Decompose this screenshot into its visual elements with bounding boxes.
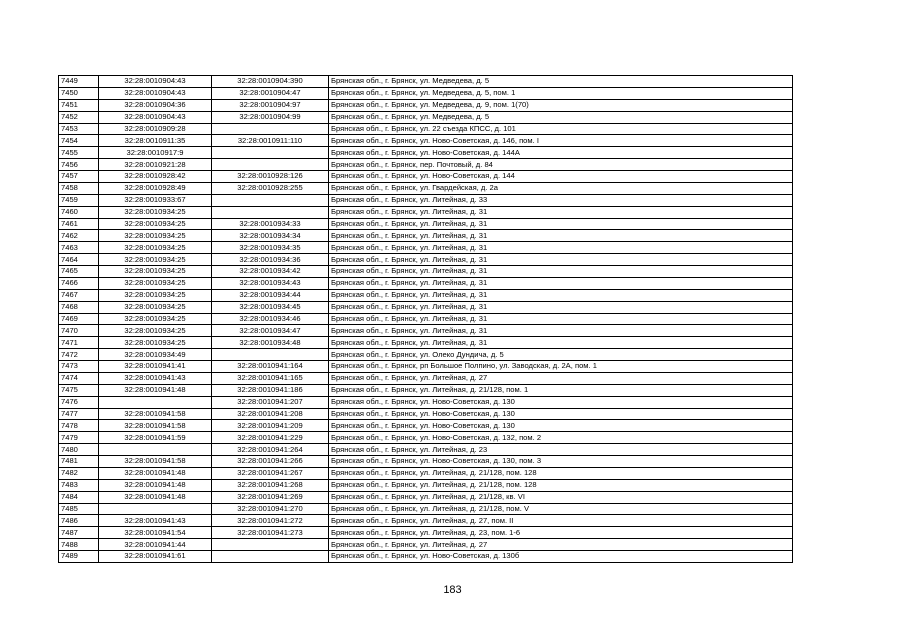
row-number-cell: 7483 — [59, 479, 99, 491]
parcel-number-cell: 32:28:0010904:43 — [99, 111, 212, 123]
row-number-cell: 7456 — [59, 159, 99, 171]
parcel-number-cell: 32:28:0010934:25 — [99, 230, 212, 242]
address-cell: Брянская обл., г. Брянск, ул. Литейная, д. 27, пом. II — [329, 515, 793, 527]
table-row — [59, 147, 793, 159]
object-number-cell: 32:28:0010941:229 — [212, 432, 329, 444]
object-number-cell — [212, 159, 329, 171]
row-number-cell: 7482 — [59, 467, 99, 479]
row-number-cell: 7489 — [59, 551, 99, 563]
table-row — [59, 349, 793, 361]
row-number-cell: 7464 — [59, 254, 99, 266]
object-number-cell — [212, 349, 329, 361]
object-number-cell — [212, 539, 329, 551]
table-row — [59, 242, 793, 254]
address-cell: Брянская обл., г. Брянск, ул. Литейная, д. 31 — [329, 230, 793, 242]
table-row — [59, 432, 793, 444]
address-cell: Брянская обл., г. Брянск, ул. Медведева, д. 9, пом. 1(70) — [329, 99, 793, 111]
parcel-number-cell: 32:28:0010941:58 — [99, 420, 212, 432]
table-row — [59, 408, 793, 420]
object-number-cell — [212, 123, 329, 135]
address-cell: Брянская обл., г. Брянск, ул. Гвардейская, д. 2а — [329, 182, 793, 194]
address-cell: Брянская обл., г. Брянск, ул. Литейная, д. 23 — [329, 444, 793, 456]
address-cell: Брянская обл., г. Брянск, ул. Литейная, д. 21/128, кв. VI — [329, 491, 793, 503]
object-number-cell: 32:28:0010941:186 — [212, 384, 329, 396]
row-number-cell: 7474 — [59, 372, 99, 384]
parcel-number-cell: 32:28:0010921:28 — [99, 159, 212, 171]
table-row — [59, 313, 793, 325]
object-number-cell: 32:28:0010941:269 — [212, 491, 329, 503]
row-number-cell: 7450 — [59, 87, 99, 99]
parcel-number-cell: 32:28:0010934:25 — [99, 301, 212, 313]
row-number-cell: 7468 — [59, 301, 99, 313]
address-cell: Брянская обл., г. Брянск, ул. Ново-Советская, д. 130б — [329, 551, 793, 563]
table-row — [59, 87, 793, 99]
row-number-cell: 7470 — [59, 325, 99, 337]
address-cell: Брянская обл., г. Брянск, ул. Ново-Советская, д. 130 — [329, 420, 793, 432]
address-cell: Брянская обл., г. Брянск, ул. Литейная, д. 31 — [329, 277, 793, 289]
row-number-cell: 7473 — [59, 361, 99, 373]
object-number-cell — [212, 194, 329, 206]
table-row — [59, 551, 793, 563]
table-row — [59, 444, 793, 456]
row-number-cell: 7488 — [59, 539, 99, 551]
object-number-cell: 32:28:0010934:48 — [212, 337, 329, 349]
row-number-cell: 7465 — [59, 266, 99, 278]
object-number-cell: 32:28:0010941:264 — [212, 444, 329, 456]
object-number-cell: 32:28:0010934:46 — [212, 313, 329, 325]
row-number-cell: 7449 — [59, 76, 99, 88]
parcel-number-cell: 32:28:0010934:25 — [99, 337, 212, 349]
object-number-cell: 32:28:0010941:267 — [212, 467, 329, 479]
row-number-cell: 7459 — [59, 194, 99, 206]
row-number-cell: 7466 — [59, 277, 99, 289]
address-cell: Брянская обл., г. Брянск, ул. Литейная, д. 31 — [329, 218, 793, 230]
parcel-number-cell: 32:28:0010941:54 — [99, 527, 212, 539]
parcel-number-cell: 32:28:0010928:42 — [99, 171, 212, 183]
table-row — [59, 479, 793, 491]
parcel-number-cell: 32:28:0010934:25 — [99, 325, 212, 337]
row-number-cell: 7461 — [59, 218, 99, 230]
row-number-cell: 7475 — [59, 384, 99, 396]
parcel-number-cell: 32:28:0010941:61 — [99, 551, 212, 563]
parcel-number-cell: 32:28:0010934:25 — [99, 266, 212, 278]
table-row — [59, 539, 793, 551]
address-cell: Брянская обл., г. Брянск, ул. Литейная, д. 27 — [329, 372, 793, 384]
table-row — [59, 171, 793, 183]
table-row — [59, 467, 793, 479]
object-number-cell: 32:28:0010941:272 — [212, 515, 329, 527]
parcel-number-cell: 32:28:0010904:43 — [99, 87, 212, 99]
address-cell: Брянская обл., г. Брянск, рп Большое Полпино, ул. Заводская, д. 2А, пом. 1 — [329, 361, 793, 373]
parcel-number-cell: 32:28:0010941:41 — [99, 361, 212, 373]
address-cell: Брянская обл., г. Брянск, ул. Ново-Советская, д. 130, пом. 3 — [329, 456, 793, 468]
object-number-cell: 32:28:0010928:126 — [212, 171, 329, 183]
parcel-number-cell: 32:28:0010934:25 — [99, 254, 212, 266]
object-number-cell: 32:28:0010934:36 — [212, 254, 329, 266]
parcel-number-cell: 32:28:0010934:25 — [99, 313, 212, 325]
table-row — [59, 123, 793, 135]
table-row — [59, 194, 793, 206]
table-row — [59, 491, 793, 503]
address-cell: Брянская обл., г. Брянск, ул. Литейная, д. 31 — [329, 242, 793, 254]
object-number-cell: 32:28:0010941:207 — [212, 396, 329, 408]
address-cell: Брянская обл., г. Брянск, ул. Ново-Советская, д. 144 — [329, 171, 793, 183]
table-row — [59, 230, 793, 242]
row-number-cell: 7485 — [59, 503, 99, 515]
table-row — [59, 159, 793, 171]
parcel-number-cell: 32:28:0010934:25 — [99, 242, 212, 254]
parcel-number-cell: 32:28:0010941:44 — [99, 539, 212, 551]
parcel-number-cell: 32:28:0010941:43 — [99, 372, 212, 384]
address-cell: Брянская обл., г. Брянск, ул. Ново-Советская, д. 130 — [329, 396, 793, 408]
row-number-cell: 7469 — [59, 313, 99, 325]
parcel-number-cell: 32:28:0010904:36 — [99, 99, 212, 111]
object-number-cell — [212, 206, 329, 218]
object-number-cell: 32:28:0010934:33 — [212, 218, 329, 230]
parcel-number-cell: 32:28:0010904:43 — [99, 76, 212, 88]
address-cell: Брянская обл., г. Брянск, ул. Ново-Советская, д. 146, пом. I — [329, 135, 793, 147]
row-number-cell: 7458 — [59, 182, 99, 194]
table-row — [59, 396, 793, 408]
parcel-number-cell: 32:28:0010941:48 — [99, 384, 212, 396]
row-number-cell: 7462 — [59, 230, 99, 242]
parcel-number-cell — [99, 503, 212, 515]
object-number-cell: 32:28:0010904:390 — [212, 76, 329, 88]
address-cell: Брянская обл., г. Брянск, ул. Литейная, д. 21/128, пом. V — [329, 503, 793, 515]
table-row — [59, 420, 793, 432]
row-number-cell: 7451 — [59, 99, 99, 111]
parcel-number-cell: 32:28:0010911:35 — [99, 135, 212, 147]
table-row — [59, 384, 793, 396]
parcel-number-cell: 32:28:0010941:48 — [99, 479, 212, 491]
object-number-cell — [212, 147, 329, 159]
parcel-number-cell: 32:28:0010941:43 — [99, 515, 212, 527]
row-number-cell: 7476 — [59, 396, 99, 408]
object-number-cell: 32:28:0010941:268 — [212, 479, 329, 491]
address-cell: Брянская обл., г. Брянск, ул. Литейная, д. 33 — [329, 194, 793, 206]
address-cell: Брянская обл., г. Брянск, ул. Медведева, д. 5 — [329, 111, 793, 123]
address-cell: Брянская обл., г. Брянск, ул. Литейная, д. 23, пом. 1-6 — [329, 527, 793, 539]
page-number: 183 — [443, 584, 462, 596]
table-row — [59, 456, 793, 468]
address-cell: Брянская обл., г. Брянск, ул. Медведева, д. 5, пом. 1 — [329, 87, 793, 99]
table-row — [59, 111, 793, 123]
row-number-cell: 7460 — [59, 206, 99, 218]
address-cell: Брянская обл., г. Брянск, ул. Литейная, д. 21/128, пом. 1 — [329, 384, 793, 396]
parcel-number-cell: 32:28:0010933:67 — [99, 194, 212, 206]
object-number-cell: 32:28:0010941:165 — [212, 372, 329, 384]
object-number-cell: 32:28:0010934:43 — [212, 277, 329, 289]
table-row — [59, 277, 793, 289]
parcel-number-cell: 32:28:0010941:58 — [99, 456, 212, 468]
table-row — [59, 218, 793, 230]
table-row — [59, 289, 793, 301]
table-row — [59, 206, 793, 218]
table-row — [59, 503, 793, 515]
object-number-cell: 32:28:0010941:270 — [212, 503, 329, 515]
object-number-cell: 32:28:0010934:42 — [212, 266, 329, 278]
parcel-number-cell: 32:28:0010941:48 — [99, 491, 212, 503]
table-row — [59, 135, 793, 147]
table-row — [59, 325, 793, 337]
object-number-cell: 32:28:0010934:34 — [212, 230, 329, 242]
row-number-cell: 7457 — [59, 171, 99, 183]
address-cell: Брянская обл., г. Брянск, ул. Литейная, д. 27 — [329, 539, 793, 551]
object-number-cell: 32:28:0010934:45 — [212, 301, 329, 313]
object-number-cell — [212, 551, 329, 563]
parcel-number-cell: 32:28:0010941:59 — [99, 432, 212, 444]
row-number-cell: 7484 — [59, 491, 99, 503]
parcel-number-cell: 32:28:0010941:48 — [99, 467, 212, 479]
parcel-number-cell: 32:28:0010941:58 — [99, 408, 212, 420]
address-cell: Брянская обл., г. Брянск, пер. Почтовый, д. 84 — [329, 159, 793, 171]
table-row — [59, 182, 793, 194]
row-number-cell: 7452 — [59, 111, 99, 123]
row-number-cell: 7487 — [59, 527, 99, 539]
table-row — [59, 266, 793, 278]
table-row — [59, 372, 793, 384]
object-number-cell: 32:28:0010941:208 — [212, 408, 329, 420]
row-number-cell: 7481 — [59, 456, 99, 468]
row-number-cell: 7455 — [59, 147, 99, 159]
table-row — [59, 361, 793, 373]
address-cell: Брянская обл., г. Брянск, ул. Литейная, д. 21/128, пом. 128 — [329, 467, 793, 479]
address-cell: Брянская обл., г. Брянск, ул. Литейная, д. 31 — [329, 206, 793, 218]
row-number-cell: 7480 — [59, 444, 99, 456]
table-row — [59, 254, 793, 266]
object-number-cell: 32:28:0010904:99 — [212, 111, 329, 123]
object-number-cell: 32:28:0010928:255 — [212, 182, 329, 194]
address-cell: Брянская обл., г. Брянск, ул. Медведева, д. 5 — [329, 76, 793, 88]
registry-table-body — [59, 76, 793, 563]
address-cell: Брянская обл., г. Брянск, ул. Литейная, д. 31 — [329, 254, 793, 266]
parcel-number-cell — [99, 396, 212, 408]
parcel-number-cell: 32:28:0010934:49 — [99, 349, 212, 361]
parcel-number-cell: 32:28:0010934:25 — [99, 218, 212, 230]
parcel-number-cell — [99, 444, 212, 456]
row-number-cell: 7472 — [59, 349, 99, 361]
address-cell: Брянская обл., г. Брянск, ул. Ново-Советская, д. 132, пом. 2 — [329, 432, 793, 444]
address-cell: Брянская обл., г. Брянск, ул. Литейная, д. 31 — [329, 289, 793, 301]
object-number-cell: 32:28:0010941:164 — [212, 361, 329, 373]
object-number-cell: 32:28:0010941:209 — [212, 420, 329, 432]
address-cell: Брянская обл., г. Брянск, ул. Олеко Дундича, д. 5 — [329, 349, 793, 361]
address-cell: Брянская обл., г. Брянск, ул. Литейная, д. 21/128, пом. 128 — [329, 479, 793, 491]
address-cell: Брянская обл., г. Брянск, ул. Литейная, д. 31 — [329, 266, 793, 278]
row-number-cell: 7479 — [59, 432, 99, 444]
row-number-cell: 7477 — [59, 408, 99, 420]
address-cell: Брянская обл., г. Брянск, ул. Ново-Советская, д. 130 — [329, 408, 793, 420]
row-number-cell: 7453 — [59, 123, 99, 135]
table-row — [59, 527, 793, 539]
row-number-cell: 7463 — [59, 242, 99, 254]
row-number-cell: 7471 — [59, 337, 99, 349]
table-row — [59, 301, 793, 313]
row-number-cell: 7454 — [59, 135, 99, 147]
object-number-cell: 32:28:0010911:110 — [212, 135, 329, 147]
parcel-number-cell: 32:28:0010934:25 — [99, 289, 212, 301]
object-number-cell: 32:28:0010934:35 — [212, 242, 329, 254]
property-registry-table — [58, 75, 793, 563]
object-number-cell: 32:28:0010934:44 — [212, 289, 329, 301]
address-cell: Брянская обл., г. Брянск, ул. Литейная, д. 31 — [329, 337, 793, 349]
address-cell: Брянская обл., г. Брянск, ул. Литейная, д. 31 — [329, 313, 793, 325]
object-number-cell: 32:28:0010934:47 — [212, 325, 329, 337]
object-number-cell: 32:28:0010941:273 — [212, 527, 329, 539]
parcel-number-cell: 32:28:0010928:49 — [99, 182, 212, 194]
parcel-number-cell: 32:28:0010909:28 — [99, 123, 212, 135]
table-row — [59, 515, 793, 527]
parcel-number-cell: 32:28:0010934:25 — [99, 206, 212, 218]
address-cell: Брянская обл., г. Брянск, ул. 22 съезда КПСС, д. 101 — [329, 123, 793, 135]
address-cell: Брянская обл., г. Брянск, ул. Ново-Советская, д. 144А — [329, 147, 793, 159]
object-number-cell: 32:28:0010904:97 — [212, 99, 329, 111]
address-cell: Брянская обл., г. Брянск, ул. Литейная, д. 31 — [329, 301, 793, 313]
table-row — [59, 337, 793, 349]
address-cell: Брянская обл., г. Брянск, ул. Литейная, д. 31 — [329, 325, 793, 337]
parcel-number-cell: 32:28:0010917:9 — [99, 147, 212, 159]
object-number-cell: 32:28:0010904:47 — [212, 87, 329, 99]
table-row — [59, 99, 793, 111]
row-number-cell: 7467 — [59, 289, 99, 301]
object-number-cell: 32:28:0010941:266 — [212, 456, 329, 468]
parcel-number-cell: 32:28:0010934:25 — [99, 277, 212, 289]
row-number-cell: 7478 — [59, 420, 99, 432]
table-row — [59, 76, 793, 88]
row-number-cell: 7486 — [59, 515, 99, 527]
